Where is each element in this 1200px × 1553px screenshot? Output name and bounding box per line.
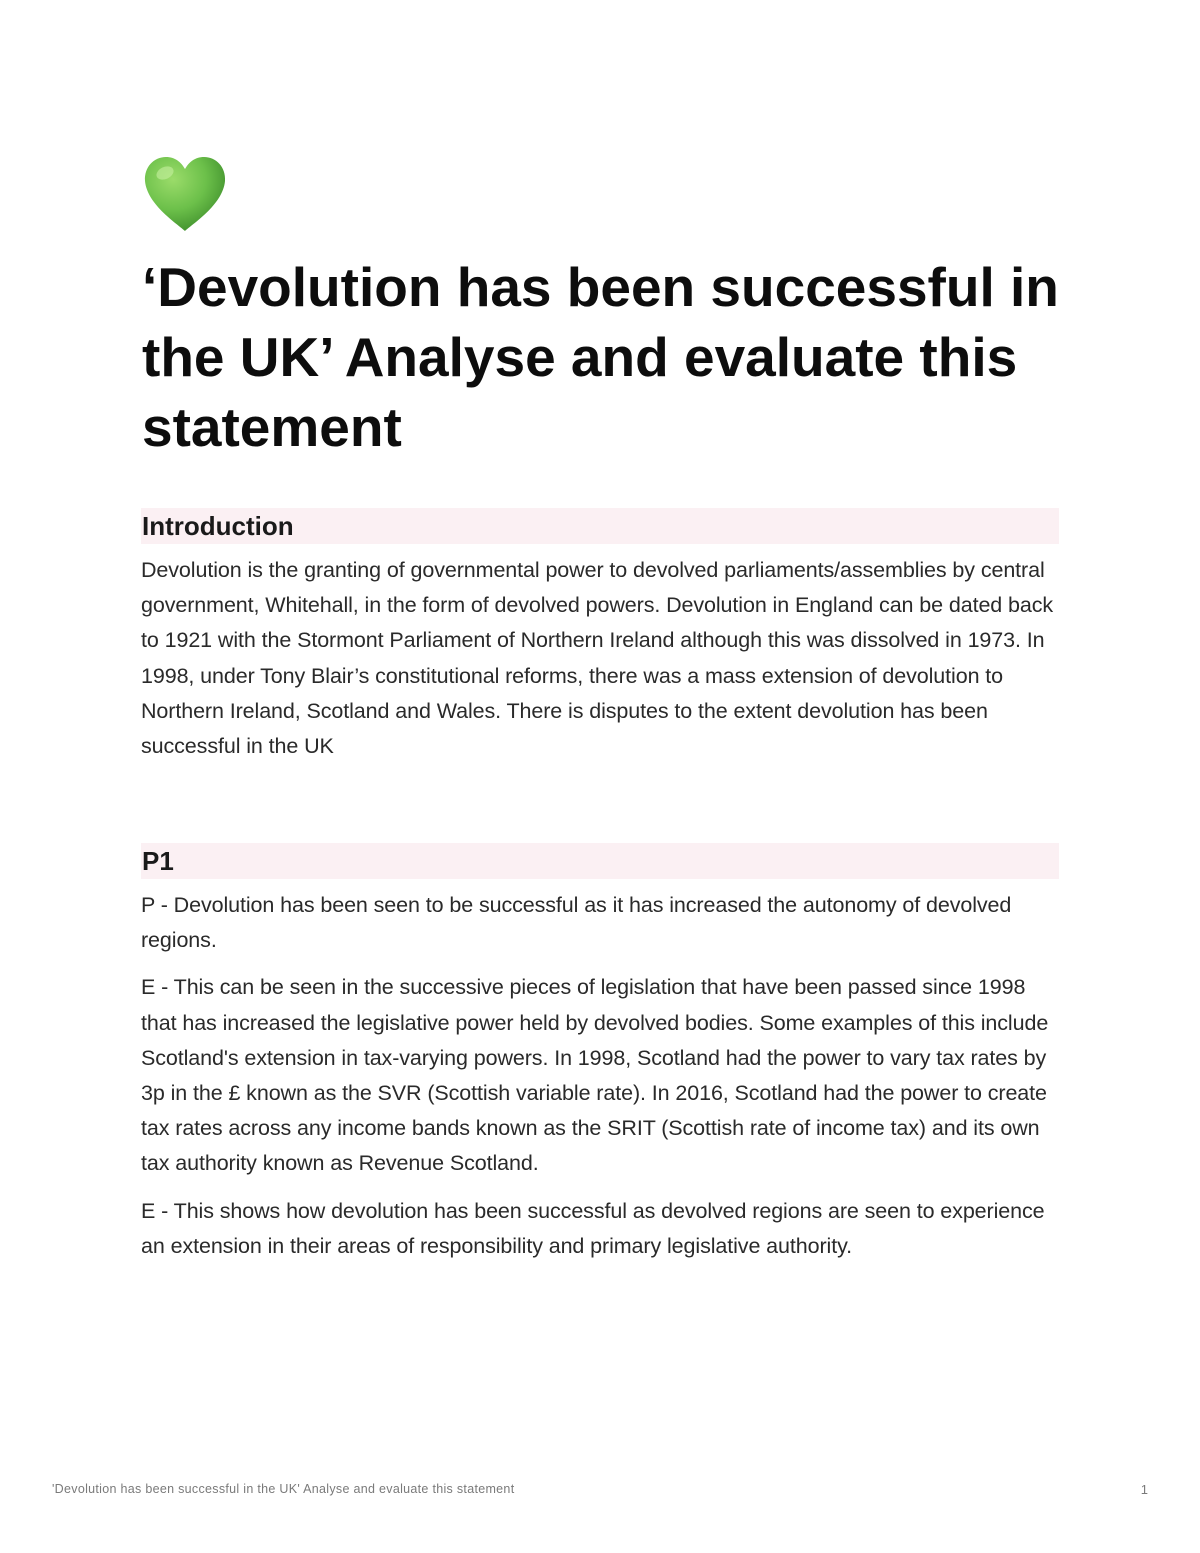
paragraph-point: P - Devolution has been seen to be successful as it has increased the autonomy of devolved regions. <box>141 893 1012 953</box>
footer-title: 'Devolution has been successful in the UK' Analyse and evaluate this statement <box>52 1482 515 1496</box>
section-heading: Introduction <box>141 508 1059 544</box>
section-heading: P1 <box>141 843 1059 879</box>
page-number: 1 <box>1140 1482 1148 1497</box>
paragraph: Devolution is the granting of governmental power to devolved parliaments/assemblies by central government, Whitehall, in the form of devolved powers. Devolution in England can be dated back to 1921 with the Stormont Parliament of Northern Ireland although this was dissolved in 1973. In 1998, under Tony Blair’s constitutional reforms, there was a mass extension of devolution to Northern Ireland, Scotland and Wales. There is disputes to the extent devolution has been successful in the UK <box>141 558 1054 759</box>
green-heart-icon <box>143 155 227 233</box>
paragraph-explanation: E - This shows how devolution has been successful as devolved regions are seen to experience an extension in their areas of responsibility and primary legislative authority. <box>141 1198 1045 1258</box>
paragraph-evidence: E - This can be seen in the successive pieces of legislation that have been passed since 1998 that has increased the legislative power held by devolved bodies. Some examples of this include Scotland's extension in tax-varying powers. In 1998, Scotland had the power to vary tax rates by 3p in the £ known as the SVR (Scottish variable rate). In 2016, Scotland had the power to create tax rates across any income bands known as the SRIT (Scottish rate of income tax) and its own tax authority known as Revenue Scotland. <box>141 975 1049 1176</box>
section-p1 <box>141 843 1059 1264</box>
section-introduction <box>141 508 1059 764</box>
document-title: ‘Devolution has been successful in the UK’ Analyse and evaluate this statement <box>142 256 1059 458</box>
